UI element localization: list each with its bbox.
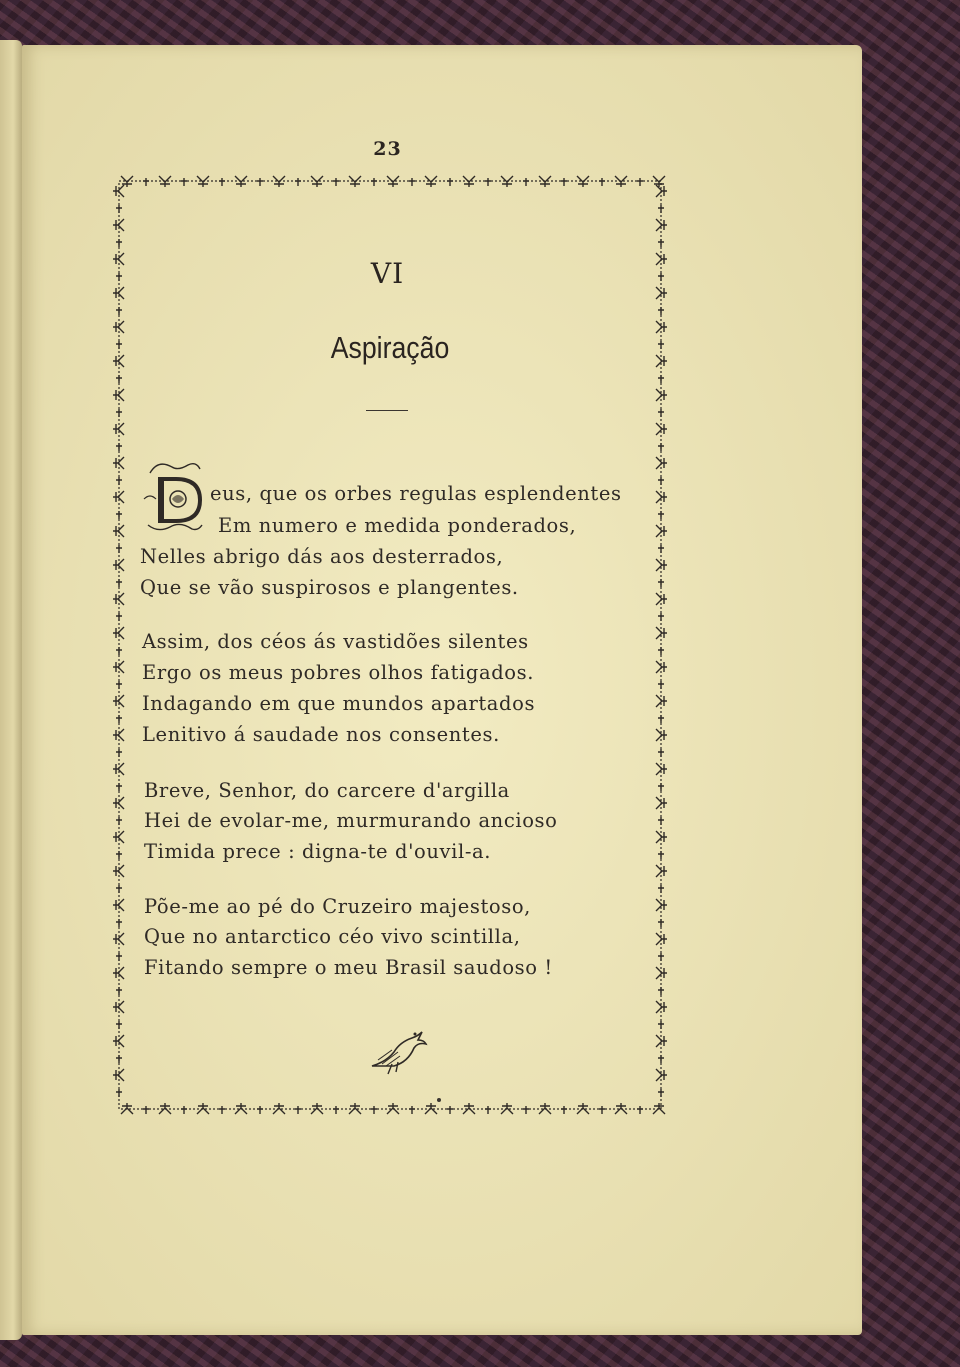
poem-line: Fitando sempre o meu Brasil saudoso ! xyxy=(144,956,553,979)
border-cross xyxy=(658,205,664,213)
border-cross xyxy=(658,1055,664,1063)
border-cross xyxy=(658,681,664,689)
dropcap-ornament xyxy=(140,455,210,533)
border-cross xyxy=(181,178,187,186)
border-cross xyxy=(409,178,415,186)
border-cross xyxy=(658,375,664,383)
border-cross xyxy=(561,178,567,186)
stray-mark xyxy=(437,1098,441,1102)
title-rule xyxy=(366,410,408,411)
border-cross xyxy=(116,919,122,927)
border-cross xyxy=(116,715,122,723)
border-cross xyxy=(116,613,122,621)
border-cross xyxy=(257,1106,263,1114)
border-cross xyxy=(523,178,529,186)
border-cross xyxy=(257,178,263,186)
border-cross xyxy=(181,1106,187,1114)
poem-line: Em numero e medida ponderados, xyxy=(218,514,577,537)
border-cross xyxy=(333,1106,339,1114)
poem-line: Ergo os meus pobres olhos fatigados. xyxy=(142,661,535,684)
border-cross xyxy=(485,1106,491,1114)
border-cross xyxy=(116,783,122,791)
border-cross xyxy=(523,1106,529,1114)
border-cross xyxy=(658,613,664,621)
poem-line: Lenitivo á saudade nos consentes. xyxy=(142,723,500,746)
border-cross xyxy=(116,239,122,247)
border-cross xyxy=(371,1106,377,1114)
border-cross xyxy=(116,477,122,485)
poem-line: Indagando em que mundos apartados xyxy=(142,692,536,715)
poem-line: Que se vão suspirosos e plangentes. xyxy=(140,576,519,599)
border-cross xyxy=(116,511,122,519)
page-number: 23 xyxy=(373,138,402,160)
border-cross xyxy=(658,749,664,757)
poem-line: Breve, Senhor, do carcere d'argilla xyxy=(144,779,510,802)
border-cross xyxy=(658,579,664,587)
border-cross xyxy=(658,409,664,417)
border-cross xyxy=(658,953,664,961)
border-cross xyxy=(116,205,122,213)
border-cross xyxy=(116,647,122,655)
border-cross xyxy=(658,885,664,893)
border-cross xyxy=(116,307,122,315)
border-cross xyxy=(658,239,664,247)
border-cross xyxy=(658,715,664,723)
poem-line: eus, que os orbes regulas esplendentes xyxy=(210,482,622,505)
border-cross xyxy=(116,885,122,893)
border-cross xyxy=(116,681,122,689)
border-cross xyxy=(658,1021,664,1029)
border-cross xyxy=(116,987,122,995)
border-cross xyxy=(447,1106,453,1114)
poem-line: Que no antarctico céo vivo scintilla, xyxy=(144,925,521,948)
border-cross xyxy=(658,545,664,553)
border-cross xyxy=(116,1055,122,1063)
border-cross xyxy=(485,178,491,186)
border-cross xyxy=(658,477,664,485)
border-cross xyxy=(658,1089,664,1097)
chapter-numeral: VI xyxy=(370,257,405,290)
border-cross xyxy=(658,919,664,927)
border-cross xyxy=(116,443,122,451)
border-cross xyxy=(116,1089,122,1097)
border-cross xyxy=(116,409,122,417)
border-cross xyxy=(658,443,664,451)
border-cross xyxy=(658,511,664,519)
poem-line: Assim, dos céos ás vastidões silentes xyxy=(142,630,529,653)
border-cross xyxy=(116,817,122,825)
poem-title: Aspiração xyxy=(330,330,450,365)
border-cross xyxy=(561,1106,567,1114)
border-cross xyxy=(658,783,664,791)
border-cross xyxy=(143,1106,149,1114)
border-cross xyxy=(658,851,664,859)
poem-line: Põe-me ao pé do Cruzeiro majestoso, xyxy=(144,895,531,918)
border-cross xyxy=(116,749,122,757)
border-cross xyxy=(599,1106,605,1114)
border-cross xyxy=(116,579,122,587)
border-cross xyxy=(295,1106,301,1114)
border-cross xyxy=(658,307,664,315)
border-cross xyxy=(333,178,339,186)
border-cross xyxy=(409,1106,415,1114)
border-cross xyxy=(295,178,301,186)
border-ornament xyxy=(653,176,665,187)
border-cross xyxy=(116,545,122,553)
border-cross xyxy=(219,178,225,186)
facing-page-edge xyxy=(0,40,22,1340)
border-cross xyxy=(143,178,149,186)
border-cross xyxy=(447,178,453,186)
poem-line: Nelles abrigo dás aos desterrados, xyxy=(140,545,504,568)
poem-line: Timida prece : digna-te d'ouvil-a. xyxy=(144,840,492,863)
border-cross xyxy=(599,178,605,186)
border-cross xyxy=(637,1106,643,1114)
border-cross xyxy=(219,1106,225,1114)
border-cross xyxy=(116,851,122,859)
border-cross xyxy=(116,953,122,961)
border-cross xyxy=(658,987,664,995)
poem-line: Hei de evolar-me, murmurando ancioso xyxy=(144,809,558,832)
border-cross xyxy=(658,647,664,655)
border-cross xyxy=(116,375,122,383)
border-cross xyxy=(637,178,643,186)
bird-vignette-icon xyxy=(366,1020,428,1080)
border-cross xyxy=(658,817,664,825)
border-cross xyxy=(371,178,377,186)
border-cross xyxy=(116,1021,122,1029)
